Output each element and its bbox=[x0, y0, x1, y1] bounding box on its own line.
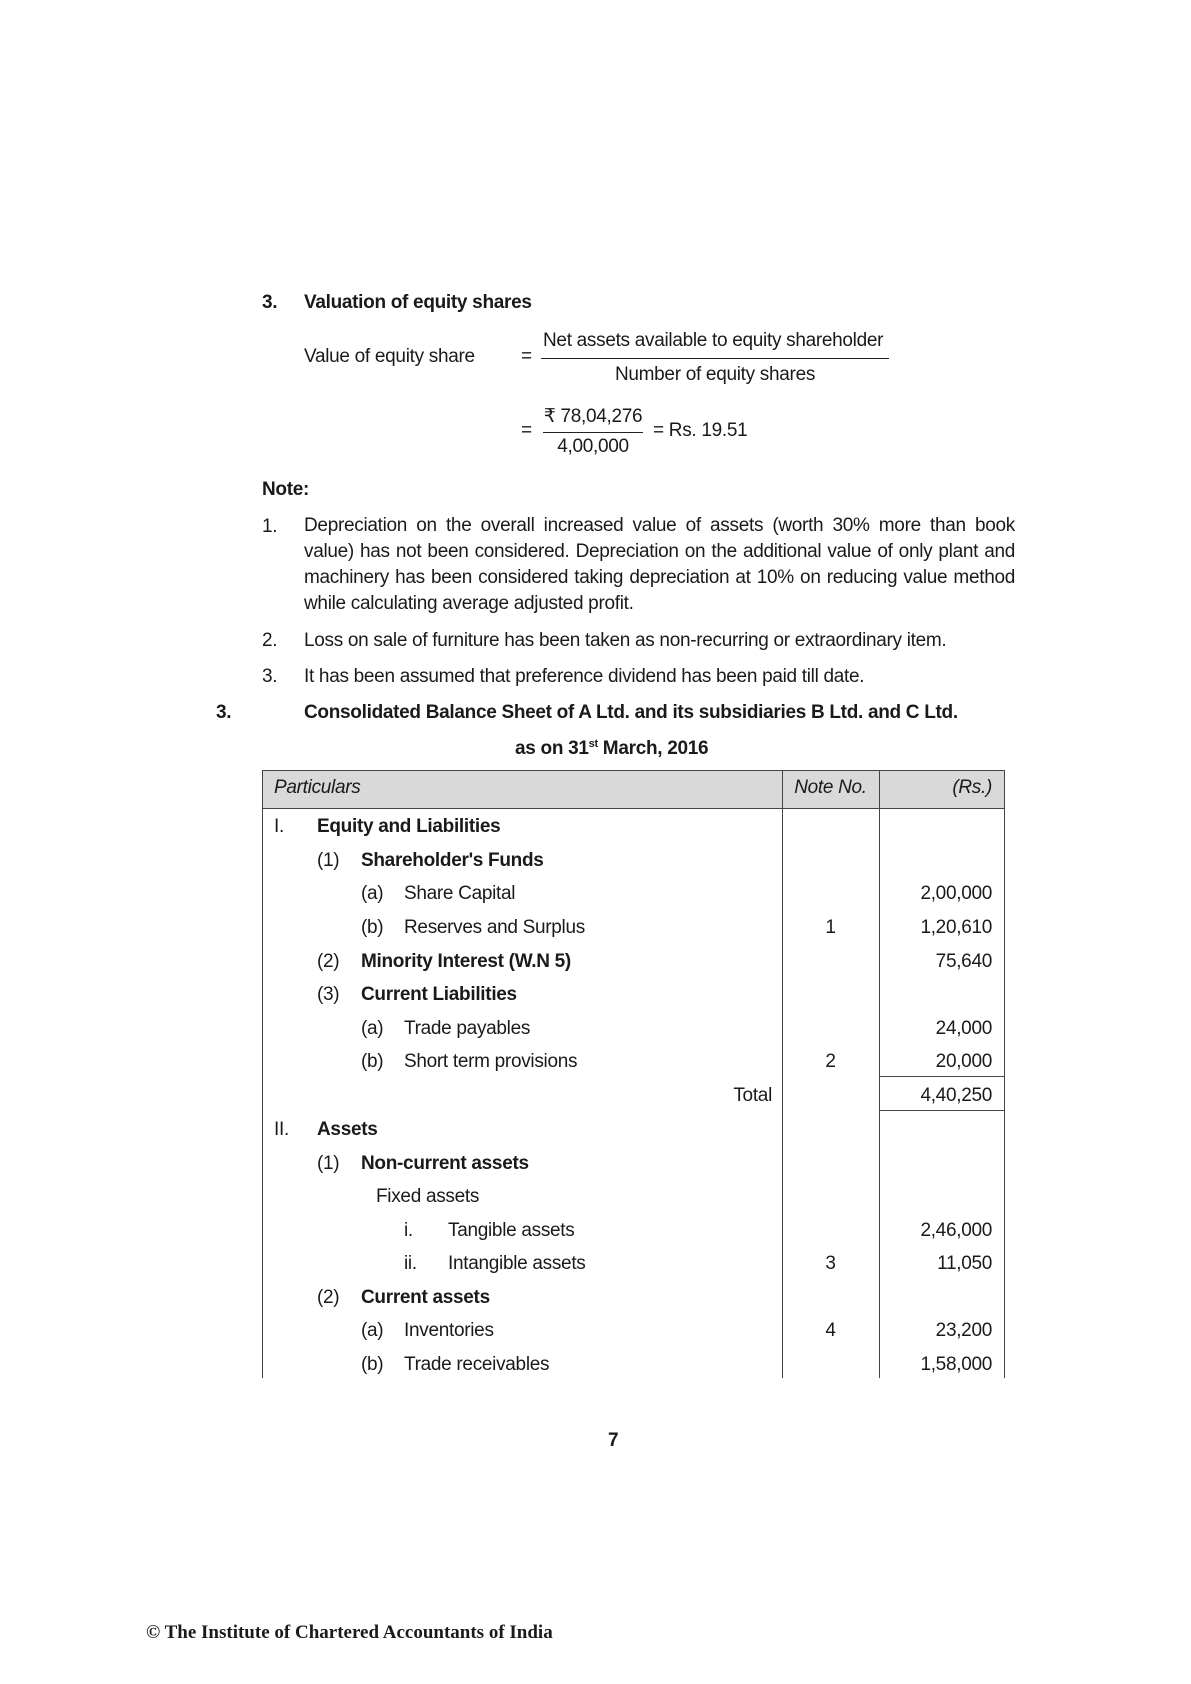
row-label: Inventories bbox=[404, 1320, 494, 1341]
row-index: (1) bbox=[317, 1153, 340, 1174]
header-amount: (Rs.) bbox=[952, 777, 992, 798]
header-note-no: Note No. bbox=[794, 777, 867, 798]
row-label: Equity and Liabilities bbox=[317, 816, 501, 837]
note-text: It has been assumed that preference dividend has been paid till date. bbox=[304, 666, 865, 687]
row-label: Non-current assets bbox=[361, 1153, 529, 1174]
row-index: (a) bbox=[361, 1018, 384, 1039]
row-amount: 23,200 bbox=[935, 1320, 992, 1341]
fraction-line-2 bbox=[543, 432, 643, 433]
equals-sign-2: = bbox=[521, 420, 532, 441]
formula-lhs: Value of equity share bbox=[304, 346, 475, 367]
footer-copyright: © The Institute of Chartered Accountants of India bbox=[146, 1622, 553, 1643]
note-number: 3. bbox=[262, 666, 278, 687]
row-label: Short term provisions bbox=[404, 1051, 578, 1072]
row-note: 4 bbox=[825, 1320, 836, 1341]
balance-sheet-number: 3. bbox=[216, 702, 232, 723]
row-index: (a) bbox=[361, 1320, 384, 1341]
row-note: 1 bbox=[825, 917, 836, 938]
fraction-line bbox=[541, 358, 889, 359]
row-note: 2 bbox=[825, 1051, 836, 1072]
table-col-divider bbox=[782, 770, 783, 1378]
total-label: Total bbox=[733, 1085, 772, 1106]
row-label: Current assets bbox=[361, 1287, 490, 1308]
result-value: = Rs. 19.51 bbox=[653, 420, 748, 441]
row-index: (b) bbox=[361, 1354, 384, 1375]
table-header-divider bbox=[262, 808, 1005, 809]
row-index: (1) bbox=[317, 850, 340, 871]
row-amount: 2,46,000 bbox=[920, 1220, 992, 1241]
row-index: II. bbox=[274, 1119, 289, 1140]
row-amount: 75,640 bbox=[935, 951, 992, 972]
row-index: i. bbox=[404, 1220, 413, 1241]
row-label: Share Capital bbox=[404, 883, 516, 904]
note-heading: Note: bbox=[262, 479, 310, 500]
row-note: 3 bbox=[825, 1253, 836, 1274]
balance-sheet-subtitle: as on 31st March, 2016 bbox=[515, 738, 709, 759]
note-number: 2. bbox=[262, 630, 278, 651]
row-label: Minority Interest (W.N 5) bbox=[361, 951, 571, 972]
row-index: I. bbox=[274, 816, 284, 837]
total-amount: 4,40,250 bbox=[920, 1085, 992, 1106]
row-index: (3) bbox=[317, 984, 340, 1005]
page-number: 7 bbox=[608, 1430, 619, 1451]
header-particulars: Particulars bbox=[274, 777, 361, 798]
balance-sheet-title: Consolidated Balance Sheet of A Ltd. and its subsidiaries B Ltd. and C Ltd. bbox=[304, 702, 958, 723]
row-label: Current Liabilities bbox=[361, 984, 517, 1005]
section-heading: Valuation of equity shares bbox=[304, 292, 532, 313]
row-label: Intangible assets bbox=[448, 1253, 586, 1274]
table-col-divider bbox=[879, 770, 880, 1378]
row-amount: 20,000 bbox=[935, 1051, 992, 1072]
row-index: (2) bbox=[317, 1287, 340, 1308]
row-amount: 2,00,000 bbox=[920, 883, 992, 904]
note-text: Depreciation on the overall increased value of assets (worth 30% more than book value) has not been considered. Depreciation on the additional value of only plant and machinery has been considered taking depreciation at 10% on reducing value method while calculating average adjusted profit. bbox=[304, 515, 1015, 614]
note-number: 1. bbox=[262, 516, 278, 537]
row-label: Fixed assets bbox=[376, 1186, 480, 1207]
row-label: Reserves and Surplus bbox=[404, 917, 585, 938]
row-amount: 24,000 bbox=[935, 1018, 992, 1039]
row-amount: 1,58,000 bbox=[920, 1354, 992, 1375]
numerator-value: ₹ 78,04,276 bbox=[543, 406, 643, 427]
table-border-top bbox=[262, 770, 1005, 771]
section-number: 3. bbox=[262, 292, 278, 313]
table-border-left bbox=[262, 770, 263, 1378]
row-label: Tangible assets bbox=[448, 1220, 575, 1241]
row-index: (b) bbox=[361, 1051, 384, 1072]
equals-sign: = bbox=[521, 346, 532, 367]
row-label: Shareholder's Funds bbox=[361, 850, 544, 871]
row-index: (a) bbox=[361, 883, 384, 904]
total-rule-bottom bbox=[879, 1110, 1004, 1111]
formula-numerator: Net assets available to equity shareholder bbox=[543, 330, 884, 351]
note-text: Loss on sale of furniture has been taken as non-recurring or extraordinary item. bbox=[304, 630, 947, 651]
row-index: (2) bbox=[317, 951, 340, 972]
formula-denominator: Number of equity shares bbox=[614, 364, 816, 385]
row-index: (b) bbox=[361, 917, 384, 938]
row-label: Trade payables bbox=[404, 1018, 531, 1039]
row-label: Trade receivables bbox=[404, 1354, 550, 1375]
row-amount: 1,20,610 bbox=[920, 917, 992, 938]
total-rule-top bbox=[879, 1076, 1004, 1077]
row-amount: 11,050 bbox=[937, 1253, 992, 1274]
row-index: ii. bbox=[404, 1253, 417, 1274]
row-label: Assets bbox=[317, 1119, 378, 1140]
denominator-value: 4,00,000 bbox=[557, 436, 629, 457]
table-border-right bbox=[1004, 770, 1005, 1378]
